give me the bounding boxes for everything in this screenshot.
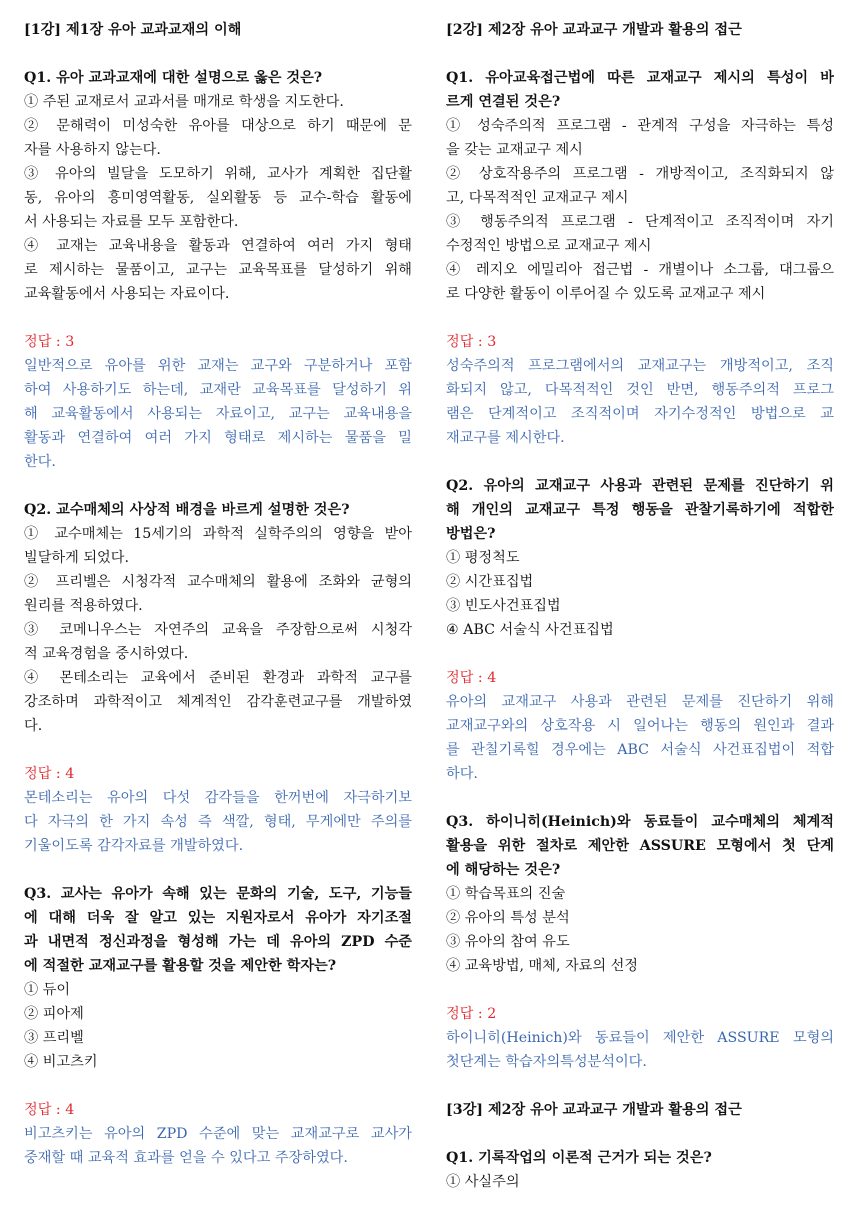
explanation-line: 첫단계는 학습자의특성분석이다.: [446, 1054, 647, 1070]
question-text: 르게 연결된 것은?: [446, 94, 561, 110]
option-3: ③ 빈도사건표집법: [446, 598, 561, 614]
option-2: ② 피아제: [24, 1006, 84, 1022]
option-3: ③ 유아의 빌달을 도모하기 위해, 교사가 계획한 집단활: [24, 166, 412, 182]
option-2: ② 상호작용주의 프로그램 - 개방적이고, 조직화되지 않: [446, 166, 834, 182]
option-2-cont: 고, 다목적적인 교재교구 제시: [446, 190, 629, 206]
explanation-line: 램은 단계적이고 조직적이며 자기수정적인 방법으로 교: [446, 406, 834, 422]
option-4: ④ 몬테소리는 교육에서 준비된 환경과 과학적 교구를: [24, 670, 412, 686]
explanation-line: 유아의 교재교구 사용과 관련된 문제를 진단하기 위해: [446, 694, 834, 710]
question-text: Q2. 유아의 교재교구 사용과 관련된 문제를 진단하기 위: [446, 478, 834, 494]
option-4-cont: 로 제시하는 물품이고, 교구는 교육목표를 달성하기 위해: [24, 262, 412, 278]
option-1: ① 평정척도: [446, 550, 520, 566]
question-text: 해 개인의 교재교구 특정 행동을 관찰기록하기에 적합한: [446, 502, 834, 518]
option-1-cont: 을 갖는 교재교구 제시: [446, 142, 583, 158]
answer-label: 정답 : 4: [24, 1102, 75, 1118]
explanation: [446, 690, 834, 786]
question-text: Q1. 기록작업의 이론적 근거가 되는 것은?: [446, 1150, 712, 1166]
question-text: 에 대해 더욱 잘 알고 있는 지원자로서 유아가 자기조절: [24, 910, 412, 926]
answer-label: 정답 : 4: [24, 766, 75, 782]
question-block: [446, 66, 834, 306]
question-block: [24, 498, 412, 738]
option-4: ④ 레지오 에밀리아 접근법 - 개별이나 소그룹, 대그룹으: [446, 262, 834, 278]
option-4: ④ 교재는 교육내용을 활동과 연결하여 여러 가지 형태: [24, 238, 412, 254]
lecture-title: [1강] 제1장 유아 교과교재의 이해: [24, 22, 242, 38]
explanation-line: 중재할 때 교육적 효과를 얻을 수 있다고 주장하였다.: [24, 1150, 348, 1166]
question-text: Q1. 유아교육접근법에 따른 교재교구 제시의 특성이 바: [446, 70, 834, 86]
option-3-cont: 동, 유아의 흥미영역활동, 실외활동 등 교수-학습 활동에: [24, 190, 412, 206]
option-3-cont: 수정적인 방법으로 교재교구 제시: [446, 238, 652, 254]
option-4: ④ 비고츠키: [24, 1054, 98, 1070]
option-1: ① 학습목표의 진술: [446, 886, 566, 902]
answer-label: 정답 : 4: [446, 670, 497, 686]
question-block: [24, 66, 412, 306]
option-4-cont: 다.: [24, 718, 43, 734]
question-text: 방법은?: [446, 526, 496, 542]
lecture-title: [2강] 제2장 유아 교과교구 개발과 활용의 접근: [446, 22, 742, 38]
option-4-cont: 교육활동에서 사용되는 자료이다.: [24, 286, 230, 302]
explanation-line: 하다.: [446, 766, 478, 782]
explanation-line: 일반적으로 유아를 위한 교재는 교구와 구분하거나 포함: [24, 358, 412, 374]
question-text: 활용을 위한 절차로 제안한 ASSURE 모형에서 첫 단계: [446, 838, 834, 854]
explanation-line: 활동과 연결하여 여러 가지 형태로 제시하는 물품을 밀: [24, 430, 412, 446]
question-block: [446, 810, 834, 978]
explanation-line: 한다.: [24, 454, 56, 470]
question-text: 에 해당하는 것은?: [446, 862, 561, 878]
option-3: ③ 유아의 참여 유도: [446, 934, 570, 950]
option-3-cont: 서 사용되는 자료를 모두 포함한다.: [24, 214, 239, 230]
option-3: ③ 코메니우스는 자연주의 교육을 주장함으로써 시청각: [24, 622, 412, 638]
option-1-cont: 빌달하게 되었다.: [24, 550, 129, 566]
question-block: [24, 882, 412, 1074]
option-1: ① 교수매체는 15세기의 과학적 실학주의의 영향을 받아: [24, 526, 412, 542]
option-2-cont: 원리를 적용하였다.: [24, 598, 143, 614]
question-text: Q1. 유아 교과교재에 대한 설명으로 옳은 것은?: [24, 70, 323, 86]
question-text: Q2. 교수매체의 사상적 배경을 바르게 설명한 것은?: [24, 502, 350, 518]
option-1: ① 주된 교재로서 교과서를 매개로 학생을 지도한다.: [24, 94, 344, 110]
explanation-line: 를 관칠기록힐 경우에는 ABC 서술식 사건표집법이 적합: [446, 742, 834, 758]
option-4: ④ 교육방법, 매체, 자료의 선정: [446, 958, 639, 974]
answer-label: 정답 : 3: [24, 334, 75, 350]
left-column: [24, 18, 412, 1170]
explanation-line: 재교구를 제시한다.: [446, 430, 565, 446]
question-block: [446, 1146, 834, 1194]
option-2-cont: 자를 사용하지 않는다.: [24, 142, 161, 158]
explanation: [446, 1026, 834, 1074]
option-3-cont: 적 교육경험을 중시하였다.: [24, 646, 189, 662]
option-3: ③ 프리벨: [24, 1030, 84, 1046]
question-block: [446, 474, 834, 642]
explanation-line: 몬테소리는 유아의 다섯 감각들을 한꺼번에 자극하기보: [24, 790, 412, 806]
explanation-line: 화되지 않고, 다목적적인 것인 반면, 행동주의적 프로그: [446, 382, 834, 398]
option-4: ④ ABC 서술식 사건표집법: [446, 622, 614, 638]
answer-label: 정답 : 3: [446, 334, 497, 350]
option-3: ③ 행동주의적 프로그램 - 단계적이고 조직적이며 자기: [446, 214, 834, 230]
explanation-line: 기울이도록 감각자료를 개발하였다.: [24, 838, 244, 854]
option-2: ② 문해력이 미성숙한 유아를 대상으로 하기 때문에 문: [24, 118, 412, 134]
explanation: [24, 1122, 412, 1170]
explanation: [24, 786, 412, 858]
lecture-title: [3강] 제2장 유아 교과교구 개발과 활용의 접근: [446, 1102, 742, 1118]
right-column: [446, 18, 834, 1194]
explanation-line: 하여 사용하기도 하는데, 교재란 교육목표를 달성하기 위: [24, 382, 412, 398]
option-1: ① 사실주의: [446, 1174, 520, 1190]
option-1: ① 성숙주의적 프로그램 - 관계적 구성을 자극하는 특성: [446, 118, 834, 134]
option-2: ② 프리벨은 시청각적 교수매체의 활용에 조화와 균형의: [24, 574, 412, 590]
explanation-line: 성숙주의적 프로그램에서의 교재교구는 개방적이고, 조직: [446, 358, 834, 374]
explanation: [24, 354, 412, 474]
option-2: ② 유아의 특성 분석: [446, 910, 570, 926]
explanation-line: 하이니히(Heinich)와 동료들이 제안한 ASSURE 모형의: [446, 1030, 834, 1046]
explanation-line: 교재교구와의 상호작용 시 일어나는 행동의 원인과 결과: [446, 718, 834, 734]
option-4-cont: 강조하며 과학적이고 체계적인 감각훈련교구를 개발하였: [24, 694, 412, 710]
question-text: Q3. 하이니히(Heinich)와 동료들이 교수매체의 체계적: [446, 814, 834, 830]
question-text: 과 내면적 정신과정을 형성해 가는 데 유아의 ZPD 수준: [24, 934, 412, 950]
explanation-line: 해 교육활동에서 사용되는 자료이고, 교구는 교육내용을: [24, 406, 412, 422]
option-4-cont: 로 다양한 활동이 이루어질 수 있도록 교재교구 제시: [446, 286, 766, 302]
option-2: ② 시간표집법: [446, 574, 534, 590]
question-text: 에 적절한 교재교구를 활용할 것을 제안한 학자는?: [24, 958, 337, 974]
answer-label: 정답 : 2: [446, 1006, 497, 1022]
explanation: [446, 354, 834, 450]
question-text: Q3. 교사는 유아가 속해 있는 문화의 기술, 도구, 기능들: [24, 886, 412, 902]
explanation-line: 다 자극의 한 가지 속성 즉 색깔, 형태, 무게에만 주의를: [24, 814, 412, 830]
explanation-line: 비고츠키는 유아의 ZPD 수준에 맞는 교재교구로 교사가: [24, 1126, 412, 1142]
option-1: ① 듀이: [24, 982, 71, 998]
